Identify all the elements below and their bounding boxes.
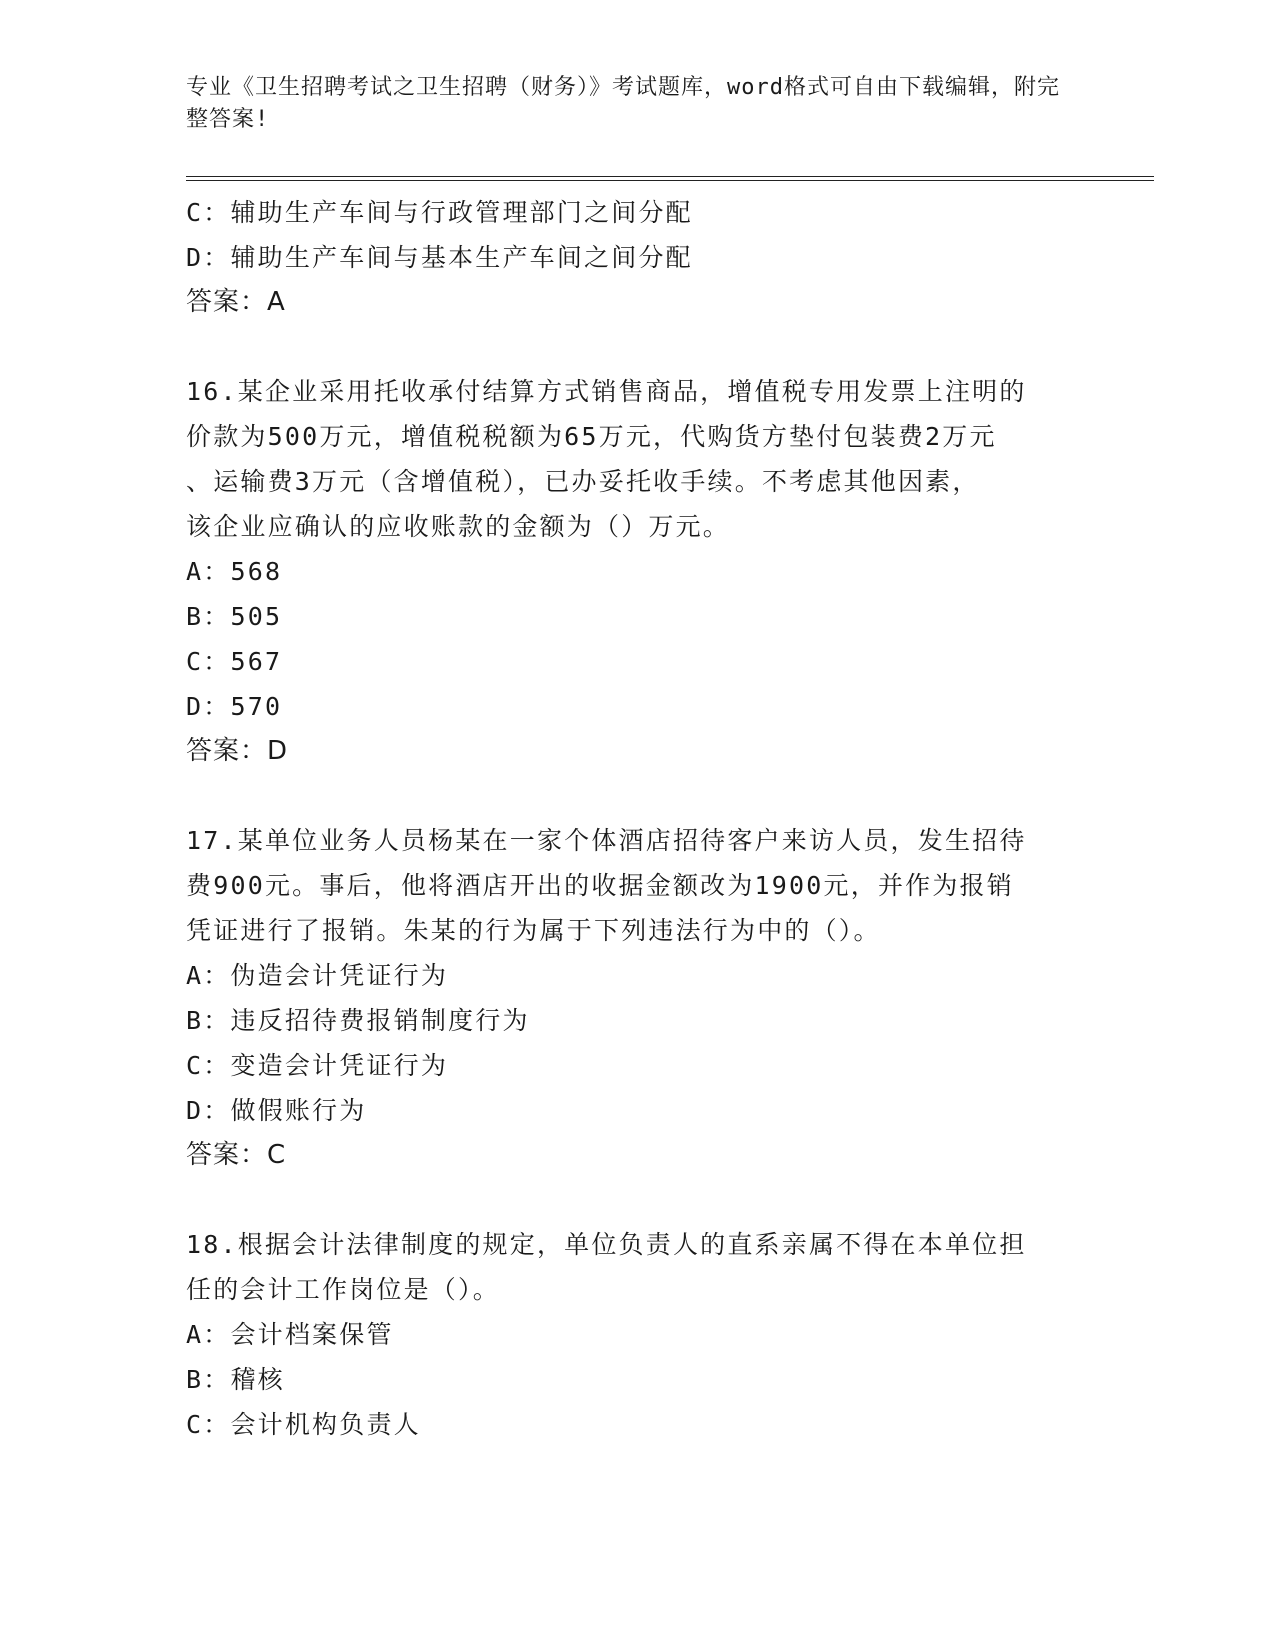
question-text-line: 16.某企业采用托收承付结算方式销售商品，增值税专用发票上注明的: [186, 377, 1027, 406]
option-c: C：变造会计凭证行为: [186, 1051, 449, 1080]
option-b: B：违反招待费报销制度行为: [186, 1006, 530, 1035]
question-text-line: 17.某单位业务人员杨某在一家个体酒店招待客户来访人员，发生招待: [186, 826, 1027, 855]
option-b: B：稽核: [186, 1365, 285, 1394]
question-text-line: 、运输费3万元（含增值税），已办妥托收手续。不考虑其他因素，: [186, 467, 980, 496]
question-text-line: 价款为500万元，增值税税额为65万元，代购货方垫付包装费2万元: [186, 422, 997, 451]
document-body: [186, 190, 1086, 1447]
option-d: D：做假账行为: [186, 1096, 367, 1125]
answer-line: 答案：C: [186, 1140, 287, 1170]
answer-line: 答案：A: [186, 287, 286, 317]
option-c: C：会计机构负责人: [186, 1410, 421, 1439]
option-a: A：伪造会计凭证行为: [186, 961, 449, 990]
option-a: A：568: [186, 557, 283, 586]
page-header: 专业《卫生招聘考试之卫生招聘（财务）》考试题库，word格式可自由下载编辑，附完整答案!: [186, 75, 1060, 132]
question-text-line: 该企业应确认的应收账款的金额为（）万元。: [186, 512, 731, 541]
header-divider: [186, 176, 1154, 181]
option-b: B：505: [186, 602, 283, 631]
option-d: D：辅助生产车间与基本生产车间之间分配: [186, 243, 693, 272]
option-a: A：会计档案保管: [186, 1320, 394, 1349]
question-16: [186, 369, 1086, 774]
question-text-line: 18.根据会计法律制度的规定，单位负责人的直系亲属不得在本单位担: [186, 1230, 1027, 1259]
question-text-line: 费900元。事后，他将酒店开出的收据金额改为1900元，并作为报销: [186, 871, 1014, 900]
option-c: C：辅助生产车间与行政管理部门之间分配: [186, 198, 693, 227]
question-17: [186, 818, 1086, 1178]
option-c: C：567: [186, 647, 283, 676]
option-d: D：570: [186, 692, 283, 721]
question-18: [186, 1222, 1086, 1447]
question-text-line: 凭证进行了报销。朱某的行为属于下列违法行为中的（）。: [186, 916, 881, 945]
answer-line: 答案：D: [186, 736, 289, 766]
question-text-line: 任的会计工作岗位是（）。: [186, 1275, 500, 1304]
